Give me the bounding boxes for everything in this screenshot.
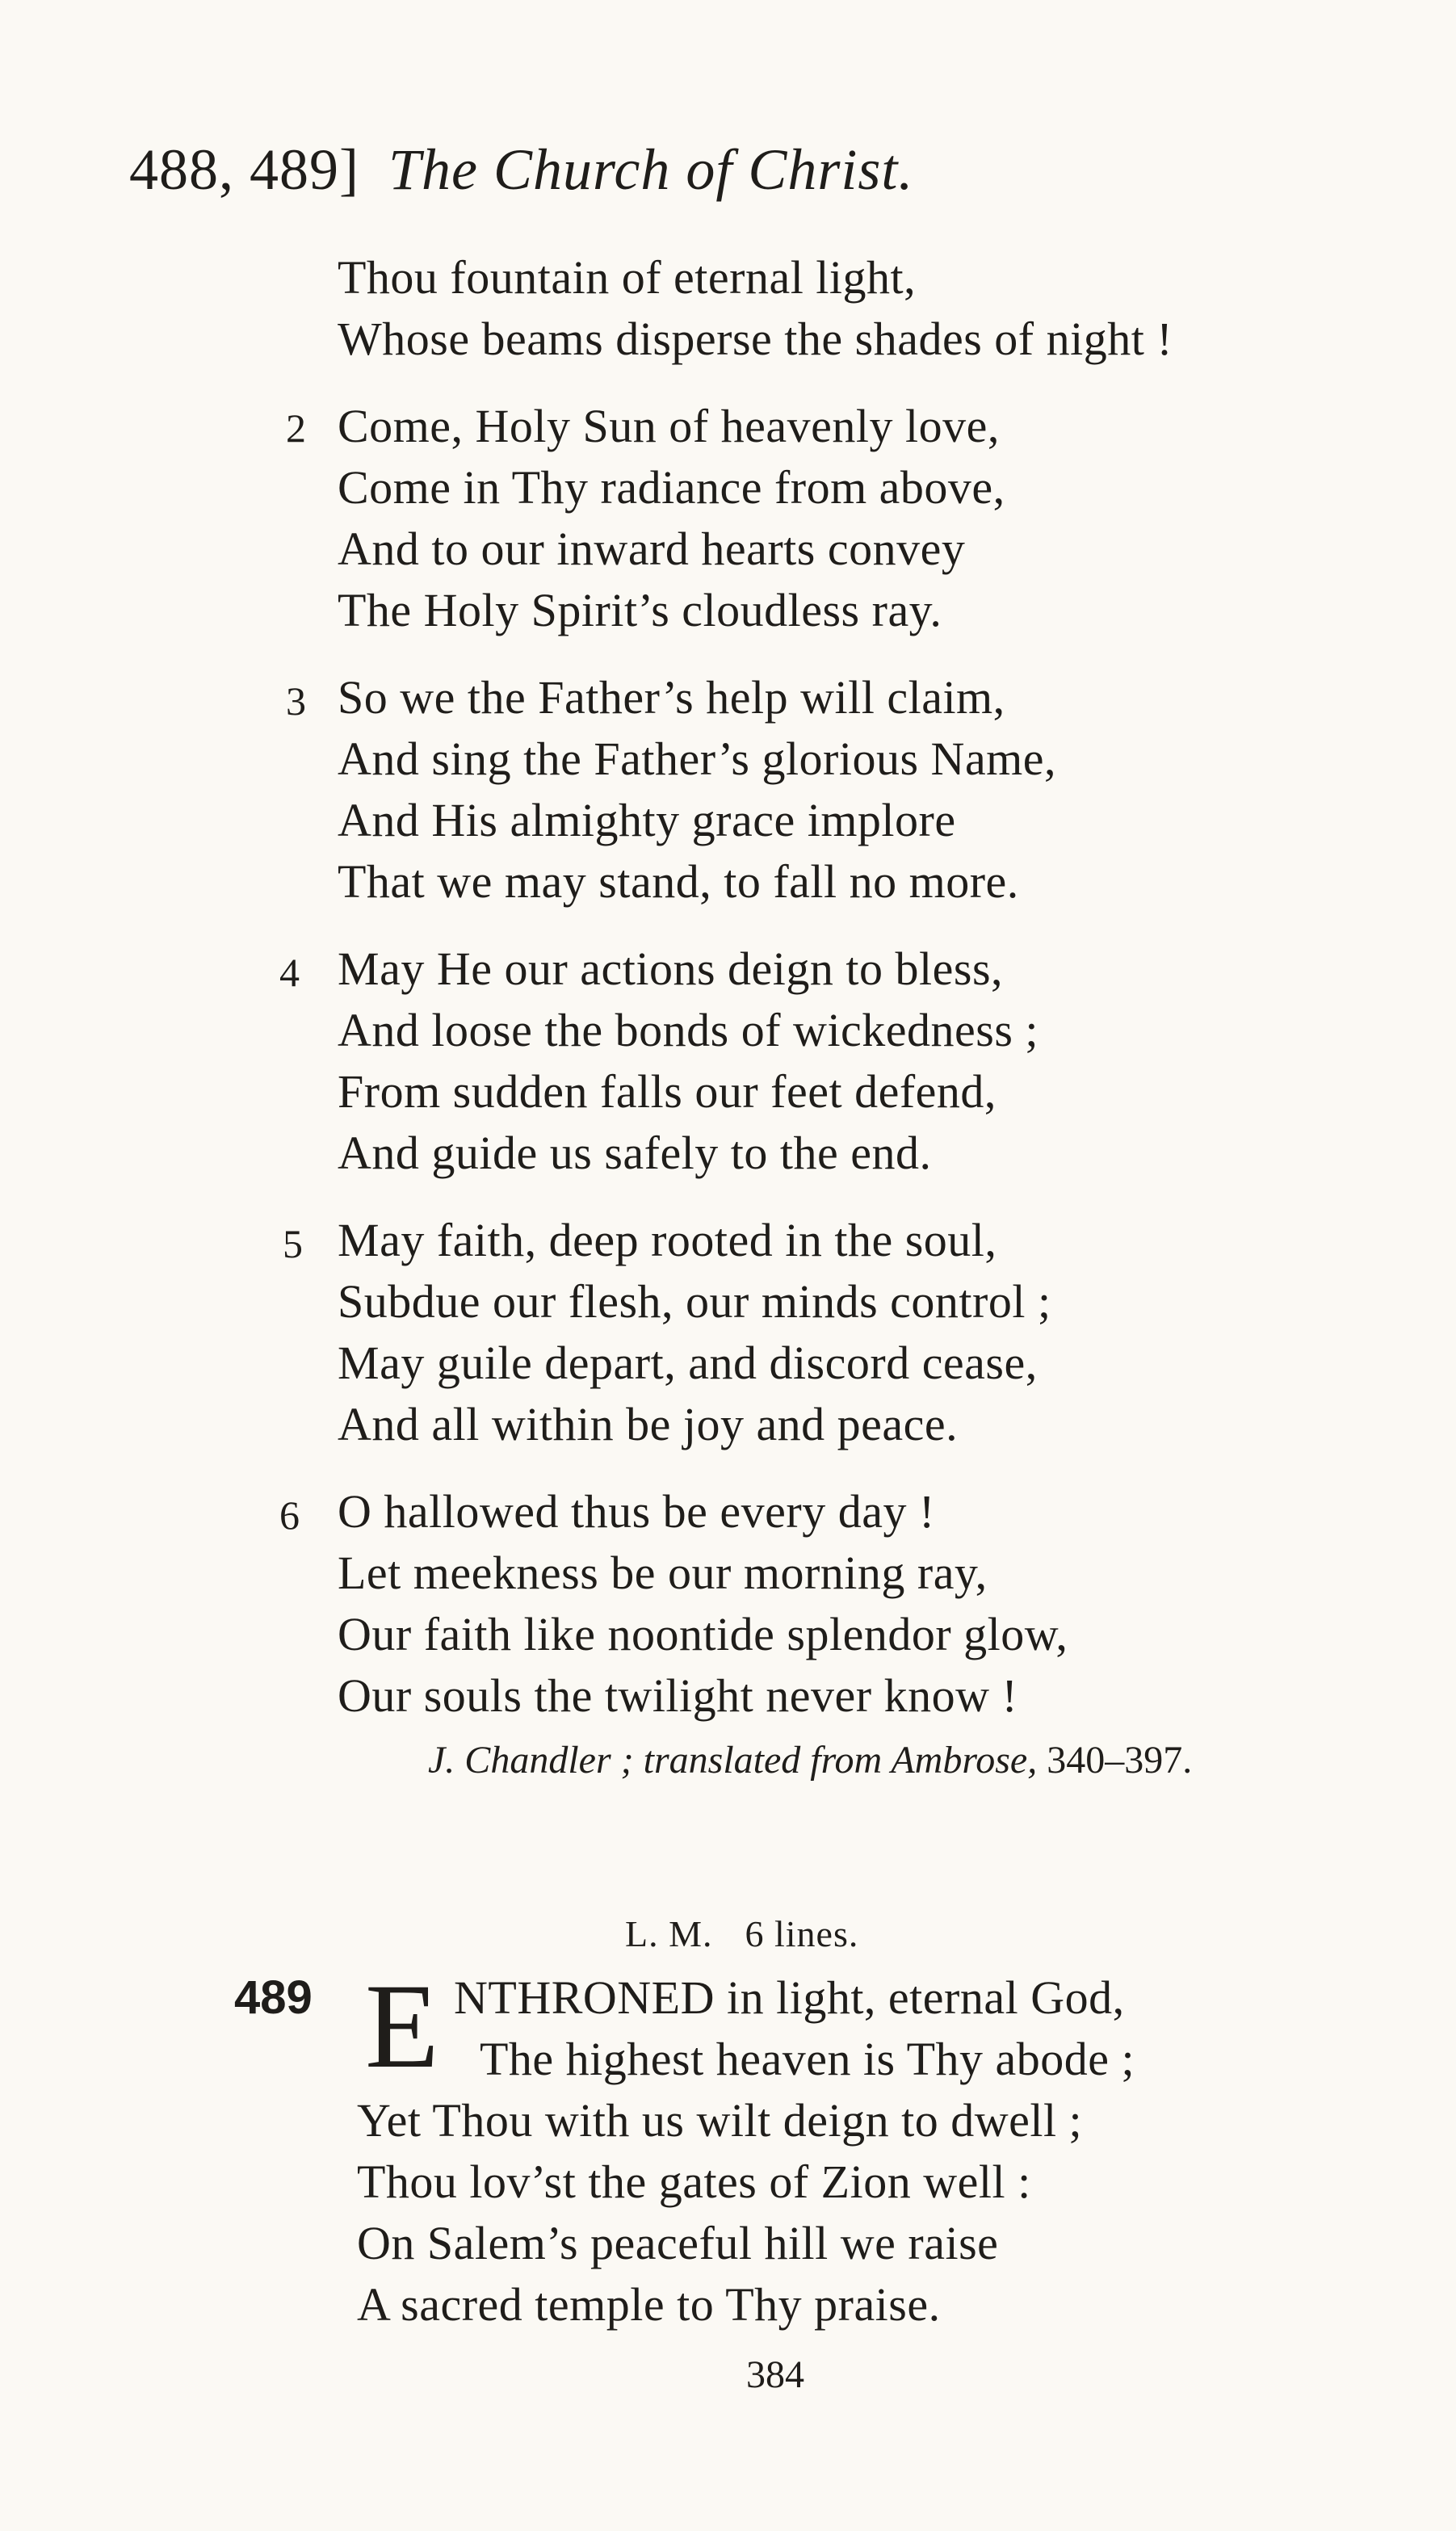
attribution-dates: 340–397. [1047,1739,1193,1782]
verse-line: O hallowed thus be every day ! [338,1485,935,1538]
header-hymn-range: 488, 489] [129,137,359,202]
verse-line: That we may stand, to fall no more. [338,855,1019,908]
verse-line: And sing the Father’s glorious Name, [338,732,1057,785]
attribution-author: J. Chandler ; translated from Ambrose, [428,1739,1038,1782]
verse-line: The highest heaven is Thy abode ; [480,2033,1135,2085]
verse-line: So we the Father’s help will claim, [338,671,1005,724]
verse-line: May faith, deep rooted in the soul, [338,1214,997,1266]
verse-number: 2 [286,405,306,451]
hymn-meter [625,1906,858,1962]
verse-line: Thou lov’st the gates of Zion well : [357,2155,1031,2208]
verse-line: And to our inward hearts convey [338,523,966,575]
hymn-attribution [428,1730,1192,1791]
meter-lines: 6 lines. [745,1913,859,1954]
verse-line: Let meekness be our morning ray, [338,1547,988,1599]
verse-line: Our faith like noontide splendor glow, [338,1608,1068,1660]
verse-number: 5 [283,1221,303,1266]
verse-line: Whose beams disperse the shades of night ! [338,313,1173,365]
verse-line: Yet Thou with us wilt deign to dwell ; [357,2094,1083,2147]
verse-line: From sudden falls our feet defend, [338,1065,997,1118]
verse-number: 6 [279,1492,300,1538]
verse-line: Subdue our flesh, our minds control ; [338,1275,1051,1328]
verse-line: May guile depart, and discord cease, [338,1337,1038,1389]
verse-line: A sacred temple to Thy praise. [357,2278,941,2331]
verse-line: And guide us safely to the end. [338,1127,932,1179]
running-header [129,129,913,210]
page-number: 384 [746,2353,804,2396]
verse-line: Our souls the twilight never know ! [338,1669,1018,1722]
verse-line: Thou fountain of eternal light, [338,251,917,304]
hymn-number: 489 [234,1971,313,2024]
meter-label: L. M. [625,1913,713,1954]
header-title: The Church of Christ. [388,137,914,202]
drop-cap: E [365,1959,439,2093]
verse-line: On Salem’s peaceful hill we raise [357,2217,999,2269]
verse-line: NTHRONED in light, eternal God, [454,1971,1125,2024]
verse-line: Come in Thy radiance from above, [338,461,1005,514]
verse-number: 3 [286,678,306,724]
verse-line: The Holy Spirit’s cloudless ray. [338,584,942,636]
verse-line: And all within be joy and peace. [338,1398,959,1450]
verse-line: And loose the bonds of wickedness ; [338,1004,1039,1056]
verse-line: Come, Holy Sun of heavenly love, [338,400,1000,452]
verse-number: 4 [279,950,300,995]
verse-line: May He our actions deign to bless, [338,942,1004,995]
verse-line: And His almighty grace implore [338,794,956,846]
